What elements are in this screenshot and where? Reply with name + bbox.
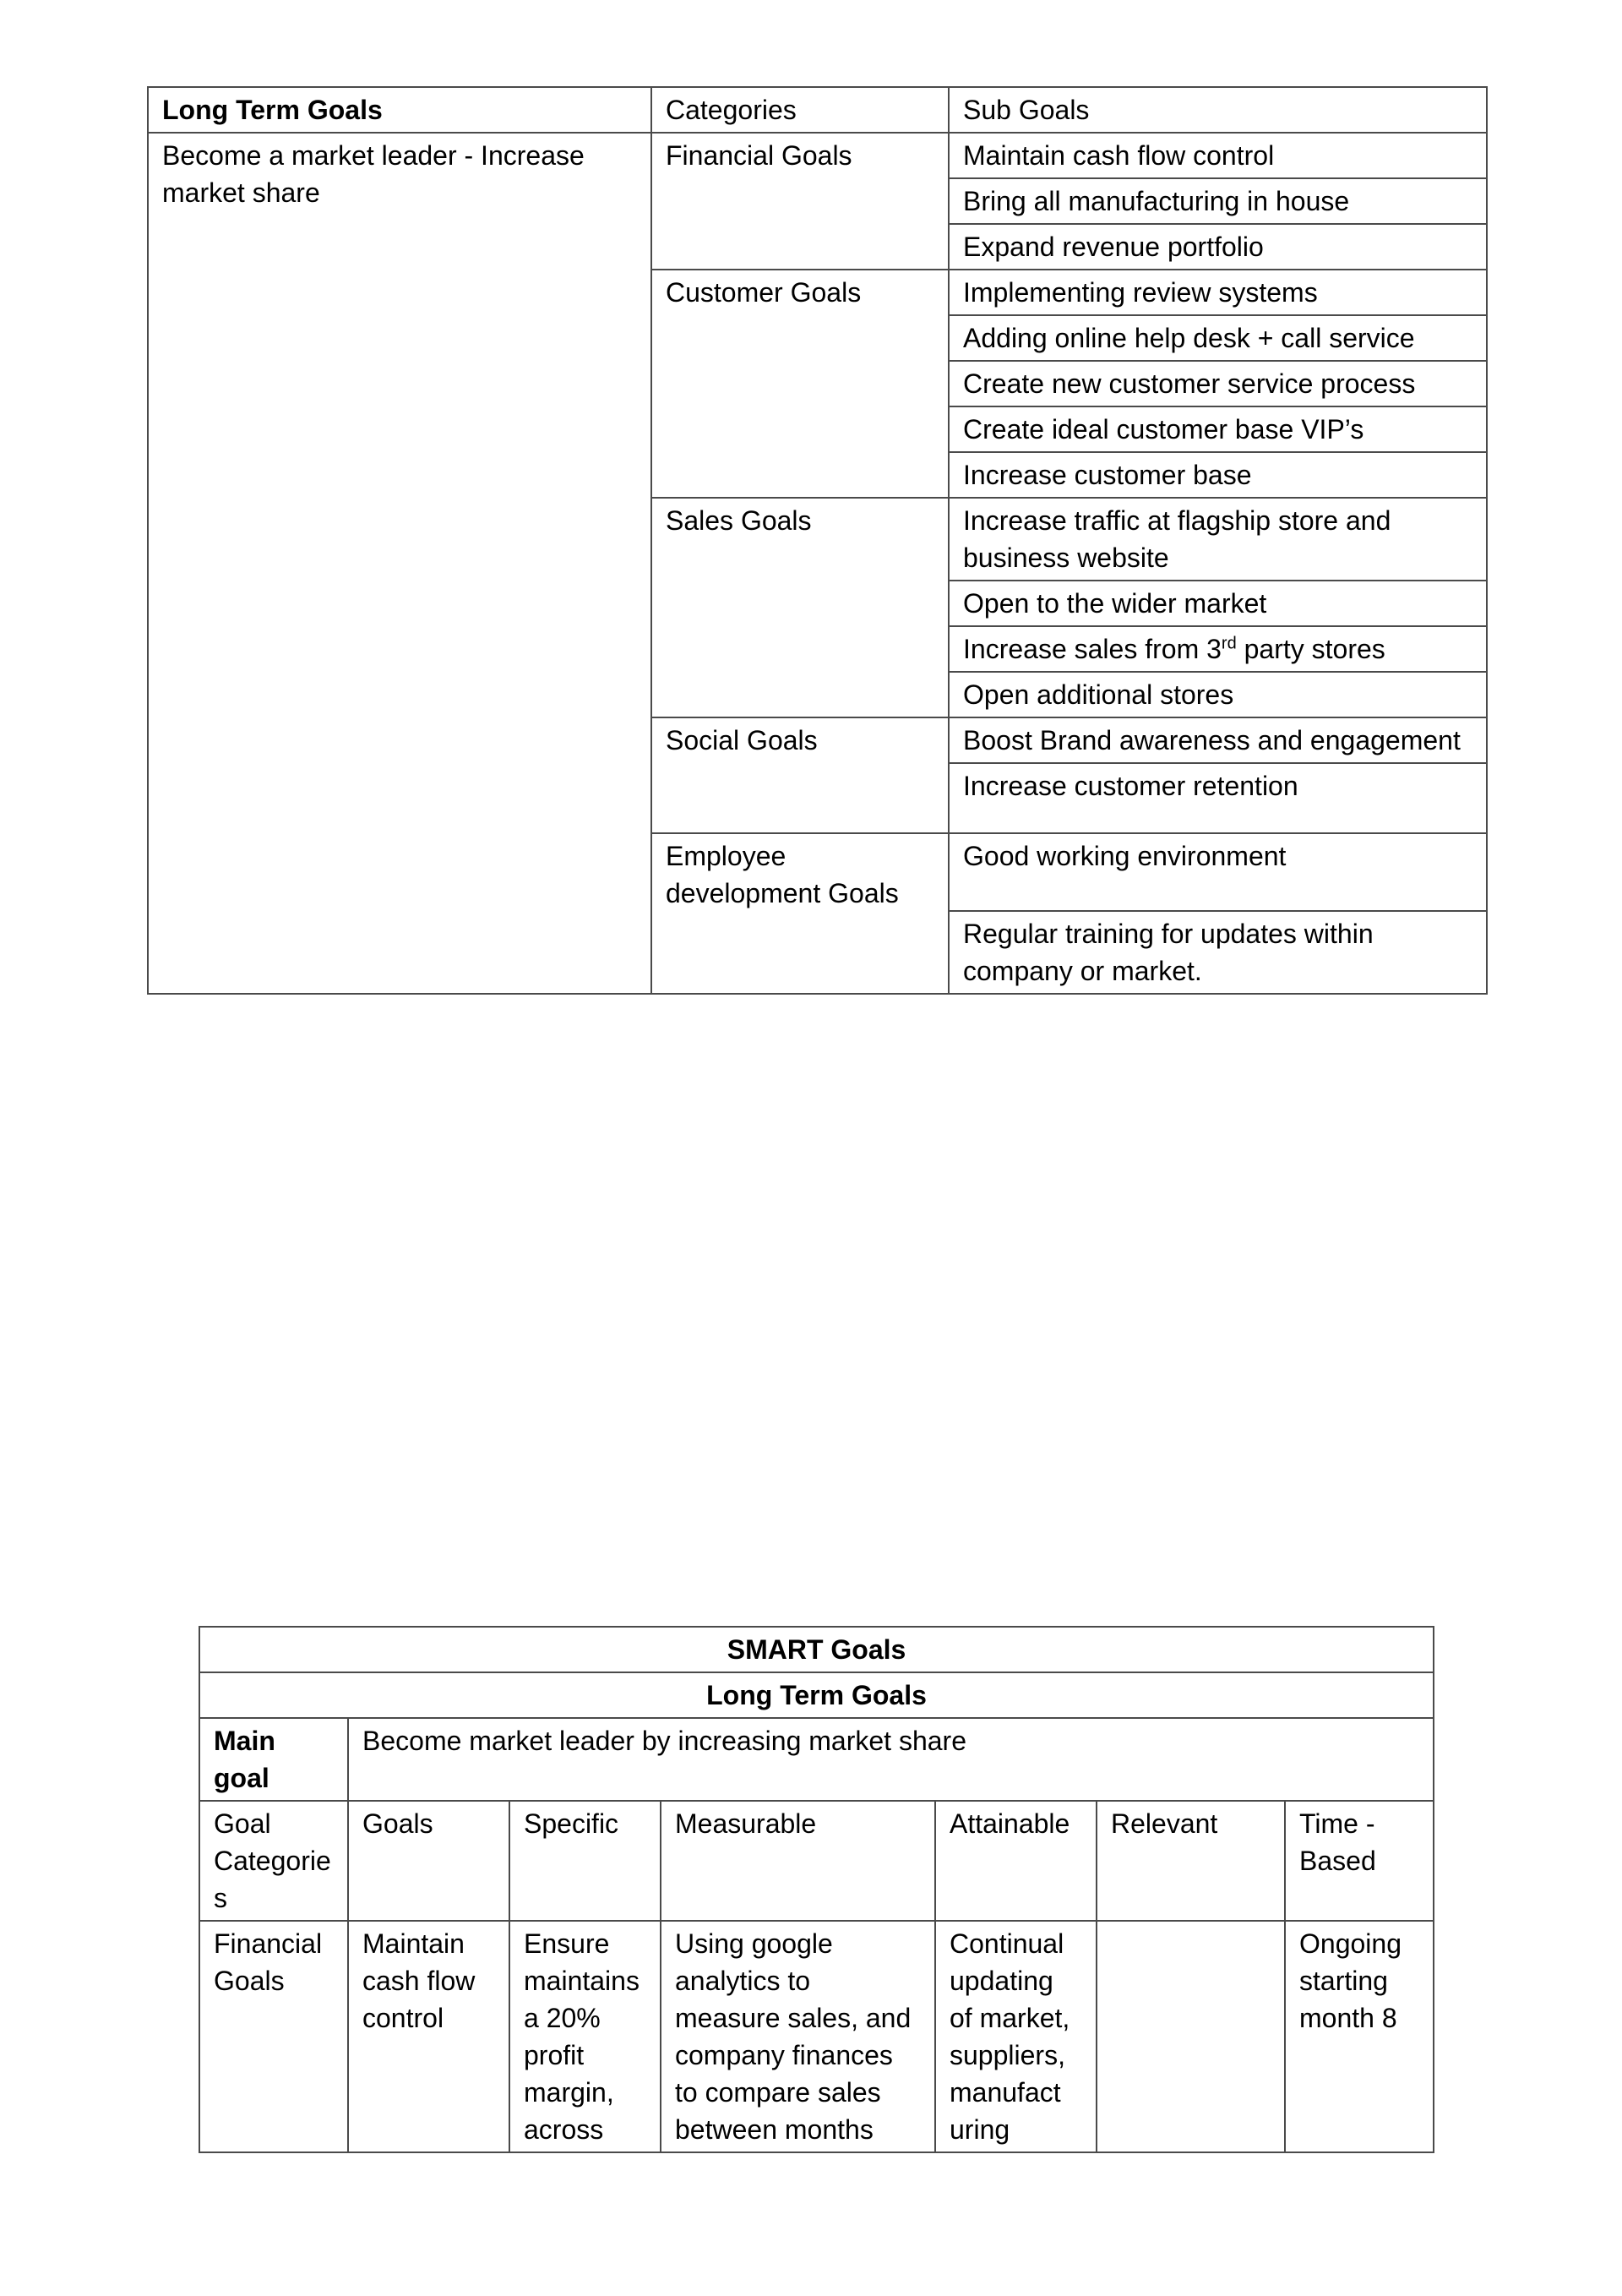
sub-goal: Open to the wider market [949, 581, 1487, 626]
sub-goal: Increase customer retention [949, 763, 1487, 833]
sub-goal: Increase customer base [949, 452, 1487, 498]
superscript-rd: rd [1221, 634, 1237, 653]
cell-measurable: Using google analytics to measure sales, and company finances to compare sales between months [661, 1921, 935, 2152]
smart-goals-table [199, 1626, 1434, 2153]
sub-goal-3rd-before: Increase sales from 3 [963, 634, 1222, 664]
long-term-goal-cell: Become a market leader - Increase market share [148, 133, 651, 994]
main-goal-value: Become market leader by increasing market share [348, 1718, 1434, 1801]
smart-header-row [199, 1801, 1434, 1921]
sub-goal: Create ideal customer base VIP’s [949, 406, 1487, 452]
sub-goal-3rd-after: party stores [1236, 634, 1385, 664]
smart-title: SMART Goals [199, 1627, 1434, 1672]
header-long-term-goals: Long Term Goals [148, 87, 651, 133]
smart-title-row [199, 1627, 1434, 1672]
sub-goal: Regular training for updates within company or market. [949, 911, 1487, 994]
table-row [199, 1921, 1434, 2152]
sub-goal: Create new customer service process [949, 361, 1487, 406]
column-header-relevant: Relevant [1097, 1801, 1285, 1921]
goals-header-row [148, 87, 1487, 133]
sub-goal: Adding online help desk + call service [949, 315, 1487, 361]
smart-subtitle: Long Term Goals [199, 1672, 1434, 1718]
long-term-goals-table [147, 86, 1488, 995]
category-financial: Financial Goals [651, 133, 949, 270]
cell-goals: Maintain cash flow control [348, 1921, 509, 2152]
column-header-goals: Goals [348, 1801, 509, 1921]
column-header-specific: Specific [509, 1801, 661, 1921]
header-sub-goals: Sub Goals [949, 87, 1487, 133]
sub-goal: Good working environment [949, 833, 1487, 911]
category-customer: Customer Goals [651, 270, 949, 498]
sub-goal-3rd-party [949, 626, 1487, 672]
category-sales: Sales Goals [651, 498, 949, 717]
category-employee: Employee development Goals [651, 833, 949, 994]
sub-goal: Bring all manufacturing in house [949, 178, 1487, 224]
sub-goal: Increase traffic at flagship store and business website [949, 498, 1487, 581]
sub-goal: Maintain cash flow control [949, 133, 1487, 178]
sub-goal: Boost Brand awareness and engagement [949, 717, 1487, 763]
category-social: Social Goals [651, 717, 949, 833]
cell-specific: Ensure maintains a 20% profit margin, across [509, 1921, 661, 2152]
column-header-measurable: Measurable [661, 1801, 935, 1921]
column-header-goal-categories: Goal Categorie s [199, 1801, 348, 1921]
column-header-attainable: Attainable [935, 1801, 1097, 1921]
cell-category: Financial Goals [199, 1921, 348, 2152]
column-header-time-based: Time - Based [1285, 1801, 1434, 1921]
cell-relevant [1097, 1921, 1285, 2152]
header-categories: Categories [651, 87, 949, 133]
sub-goal: Open additional stores [949, 672, 1487, 717]
smart-subtitle-row [199, 1672, 1434, 1718]
main-goal-row [199, 1718, 1434, 1801]
sub-goal: Expand revenue portfolio [949, 224, 1487, 270]
cell-time-based: Ongoing starting month 8 [1285, 1921, 1434, 2152]
sub-goal: Implementing review systems [949, 270, 1487, 315]
cell-attainable: Continual updating of market, suppliers, manufact uring [935, 1921, 1097, 2152]
main-goal-label: Main goal [199, 1718, 348, 1801]
table-row [148, 133, 1487, 178]
